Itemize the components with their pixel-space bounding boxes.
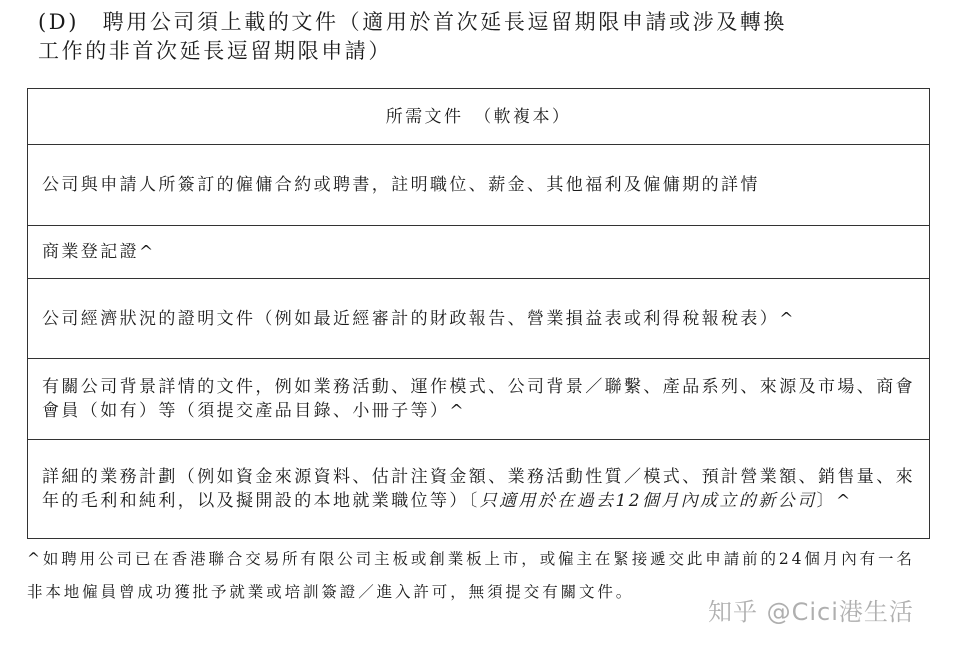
table-row bbox=[28, 359, 930, 440]
table-header-row bbox=[28, 89, 930, 145]
required-documents-table bbox=[27, 88, 930, 539]
watermark: 知乎 @Cici港生活 bbox=[708, 598, 914, 626]
table-cell-financial-proof: 公司經濟狀況的證明文件（例如最近經審計的財政報告、營業損益表或利得稅報稅表）^ bbox=[28, 279, 930, 359]
table-row bbox=[28, 145, 930, 226]
table-cell-business-registration: 商業登記證^ bbox=[28, 226, 930, 279]
business-plan-suffix: 〕^ bbox=[816, 491, 853, 511]
business-plan-text: 詳細的業務計劃（例如資金來源資料、估計注資金額、業務活動性質／模式、預計營業額、銷售量、來年的毛利和純利，以及擬開設的本地就業職位等）〔 bbox=[42, 467, 915, 511]
table-row bbox=[28, 440, 930, 539]
table-cell-business-plan bbox=[28, 440, 930, 539]
footnote: ^如聘用公司已在香港聯合交易所有限公司主板或創業板上市，或僱主在緊接遞交此申請前的24個月內有一名非本地僱員曾成功獲批予就業或培訓簽證／進入許可，無須提交有關文件。 bbox=[27, 550, 915, 601]
section-heading-line-1: (D) 聘用公司須上載的文件（適用於首次延長逗留期限申請或涉及轉換 bbox=[38, 10, 788, 34]
table-row bbox=[28, 226, 930, 279]
section-heading bbox=[38, 8, 938, 66]
table-row bbox=[28, 279, 930, 359]
table-header-cell: 所需文件 （軟複本） bbox=[28, 89, 930, 145]
table-cell-employment-contract: 公司與申請人所簽訂的僱傭合約或聘書，註明職位、薪金、其他福利及僱傭期的詳情 bbox=[28, 145, 930, 226]
table-cell-company-background: 有關公司背景詳情的文件，例如業務活動、運作模式、公司背景／聯繫、產品系列、來源及市場、商會會員（如有）等（須提交產品目錄、小冊子等）^ bbox=[28, 359, 930, 440]
business-plan-italic-note: 只適用於在過去12個月內成立的新公司 bbox=[479, 491, 817, 511]
section-heading-line-2: 工作的非首次延長逗留期限申請） bbox=[38, 39, 392, 63]
